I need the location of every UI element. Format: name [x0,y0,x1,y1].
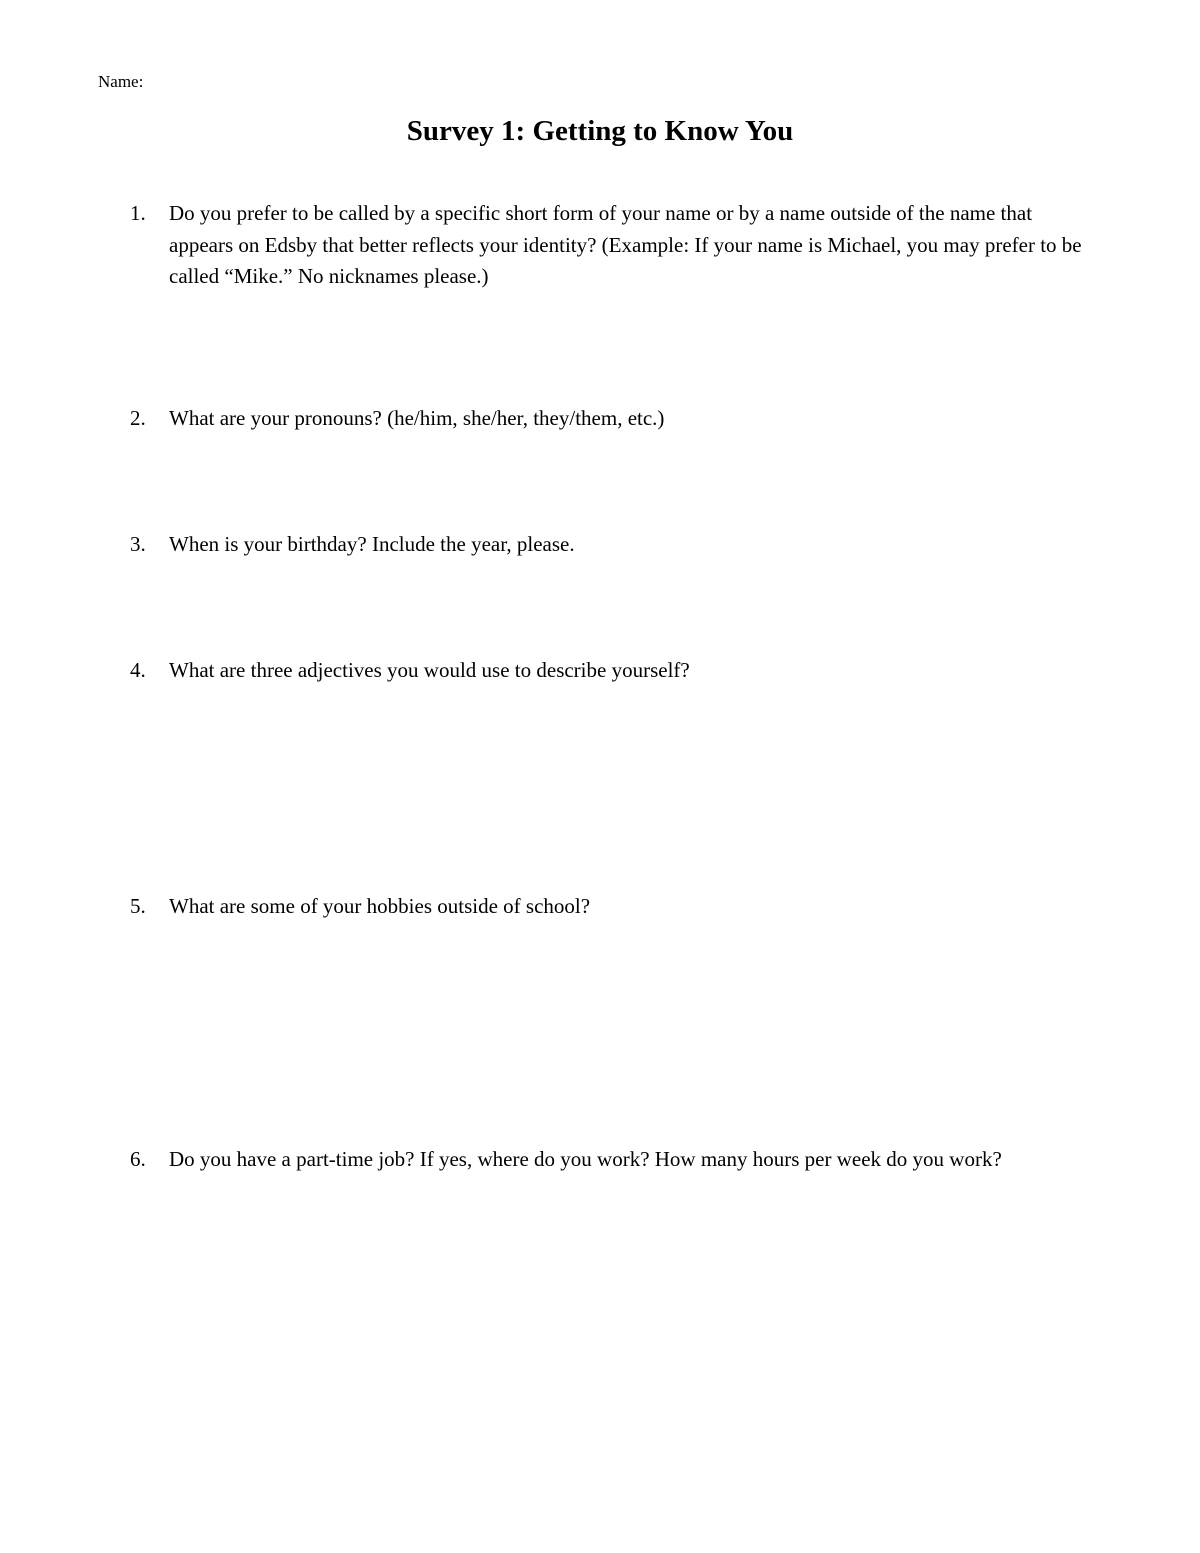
question-item [130,655,1090,687]
question-text: What are some of your hobbies outside of school? [169,894,591,918]
question-number: 5. [130,894,146,918]
question-text: When is your birthday? Include the year, please. [169,532,575,556]
question-text: What are your pronouns? (he/him, she/her, they/them, etc.) [169,406,665,430]
question-item [130,891,1090,923]
question-item [130,198,1090,293]
question-item [130,529,1090,561]
question-item [130,1144,1090,1176]
question-text: What are three adjectives you would use to describe yourself? [169,658,690,682]
question-number: 1. [130,201,146,225]
question-number: 4. [130,658,146,682]
question-number: 3. [130,532,146,556]
question-item [130,403,1090,435]
question-number: 2. [130,406,146,430]
question-text: Do you prefer to be called by a specific short form of your name or by a name outside of the name that appears on Edsby that better reflects your identity? (Example: If your name is Michael, you may prefer to be called “Mike.” No nicknames please.) [169,201,1082,288]
question-text: Do you have a part-time job? If yes, where do you work? How many hours per week do you work? [169,1147,1002,1171]
page-title: Survey 1: Getting to Know You [406,115,794,147]
question-number: 6. [130,1147,146,1171]
name-label: Name: [98,72,144,91]
